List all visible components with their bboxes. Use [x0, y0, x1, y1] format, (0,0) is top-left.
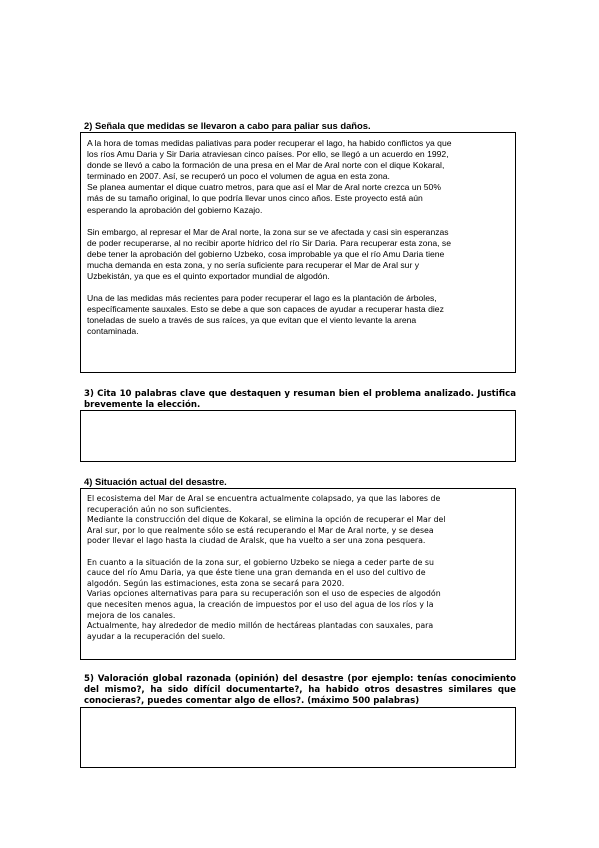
question-5-title: 5) Valoración global razonada (opinión) del desastre (por ejemplo: tenías conocimiento del mismo?, ha sido difícil documentarte?, ha habido otros desastres similares que conocieras?, puedes comentar algo de ellos?. (máximo 500 palabras)	[84, 674, 516, 706]
question-4-title: 4) Situación actual del desastre.	[84, 476, 227, 487]
answer-box-q2[interactable]	[80, 132, 516, 373]
answer-box-q3[interactable]	[80, 410, 516, 462]
answer-q2-paragraph-3: Una de las medidas más recientes para poder recuperar el lago es la plantación de árboles, específicamente sauxales. Esto se debe a que son capaces de ayudar a recuperar hasta diez toneladas de suelo a través de sus raíces, ya que evitan que el viento levante la arena contaminada.	[87, 293, 444, 337]
answer-box-q4[interactable]	[80, 488, 516, 660]
question-3-title: 3) Cita 10 palabras clave que destaquen y resuman bien el problema analizado. Justifica brevemente la elección.	[84, 389, 516, 410]
question-2-title: 2) Señala que medidas se llevaron a cabo para paliar sus daños.	[84, 120, 371, 131]
answer-q2-paragraph-1: A la hora de tomas medidas paliativas para poder recuperar el lago, ha habido conflictos ya que los ríos Amu Daria y Sir Daria atraviesan cinco países. Por ello, se llegó a un acuerdo en 1992, donde se llevó a cabo la formación de una presa en el Mar de Aral norte con el dique Kokaral, terminado en 2007. Así, se recuperó un poco el volumen de agua en esta zona. Se planea aumentar el dique cuatro metros, para que así el Mar de Aral norte crezca un 50% más de su tamaño original, lo que podría llevar unos cinco años. Este proyecto está aún esperando la aprobación del gobierno Kazajo.	[87, 138, 452, 215]
answer-box-q5[interactable]	[80, 707, 516, 768]
answer-q4-paragraph-1: El ecosistema del Mar de Aral se encuentra actualmente colapsado, ya que las labores de recuperación aún no son suficientes. Mediante la construcción del dique de Kokaral, se elimina la opción de recuperar el Mar del Aral sur, por lo que realmente sólo se está recuperando el Mar de Aral norte, y se desea poder llevar el lago hasta la ciudad de Aralsk, que ha vuelto a ser una zona pesquera.	[87, 494, 446, 546]
answer-q2-paragraph-2: Sin embargo, al represar el Mar de Aral norte, la zona sur se ve afectada y casi sin esperanzas de poder recuperarse, al no recibir aporte hídrico del río Sir Daria. Para recuperar esta zona, se debe tener la aprobación del gobierno Uzbeko, cosa improbable ya que el río Amu Daria tiene mucha demanda en esta zona, y no sería suficiente para recuperar el Mar de Aral sur y Uzbekistán, ya que es el quinto exportador mundial de algodón.	[87, 226, 451, 282]
answer-q4-paragraph-2: En cuanto a la situación de la zona sur, el gobierno Uzbeko se niega a ceder parte de su cauce del río Amu Daria, ya que éste tiene una gran demanda en el uso del cultivo de algodón. Según las estimaciones, esta zona se secará para 2020. Varias opciones alternativas para para su recuperación son el uso de especies de algodón que necesiten menos agua, la creación de impuestos por el uso del agua de los ríos y la mejora de los canales. Actualmente, hay alrededor de medio millón de hectáreas plantadas con sauxales, para ayudar a la recuperación del suelo.	[87, 557, 441, 641]
